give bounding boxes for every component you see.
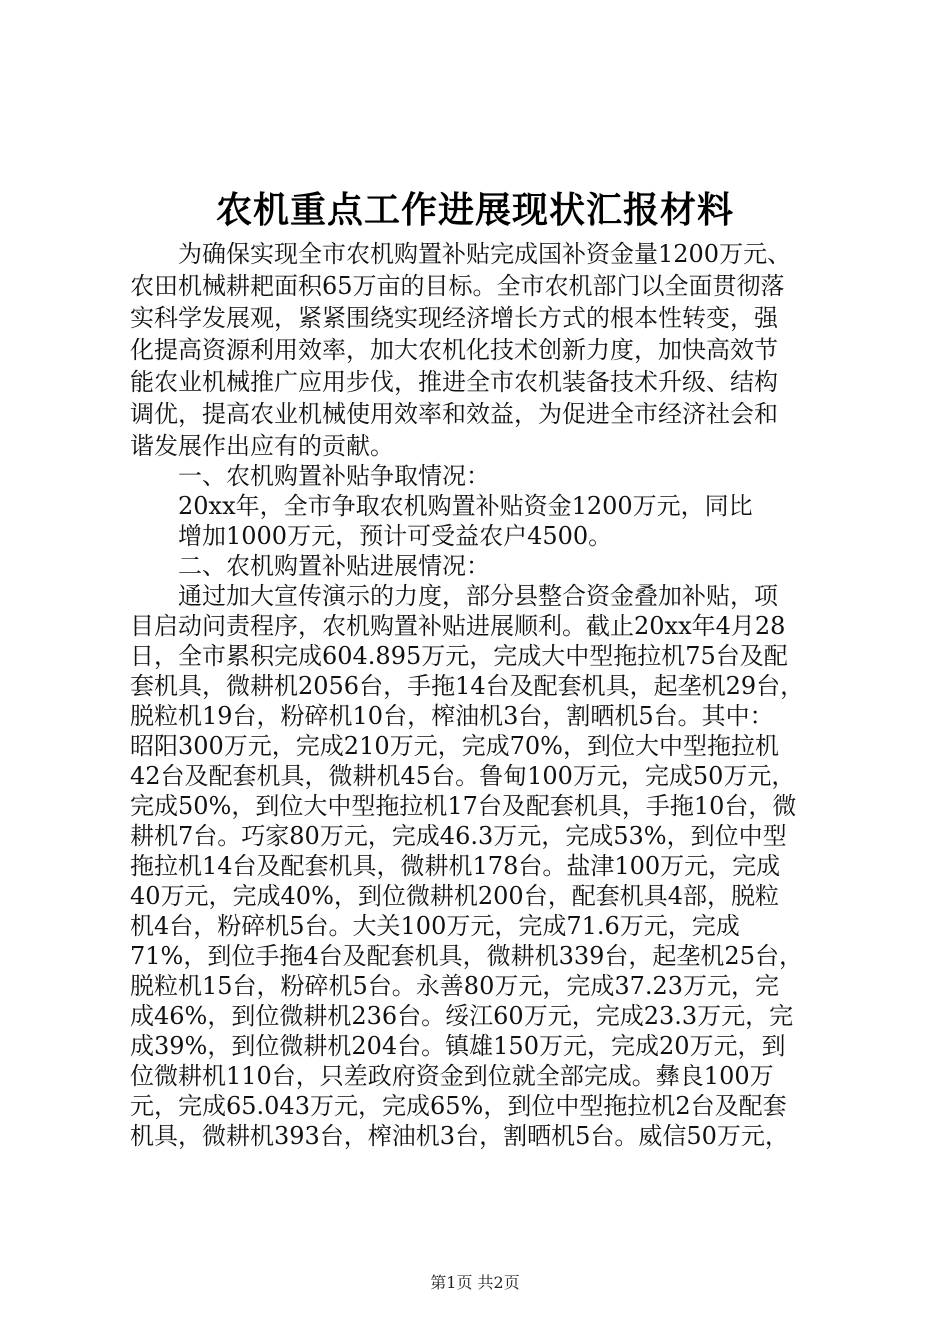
- body-line: 脱粒机19台，粉碎机10台，榨油机3台，割晒机5台。其中：: [130, 702, 774, 730]
- body-line: 成39%，到位微耕机204台。镇雄150万元，完成20万元，到: [130, 1032, 786, 1060]
- page-footer: 第1页 共2页: [430, 1273, 520, 1292]
- body-line: 拖拉机14台及配套机具，微耕机178台。盐津100万元，完成: [130, 852, 781, 880]
- body-line: 能农业机械推广应用步伐，推进全市农机装备技术升级、结构: [130, 368, 778, 396]
- section-heading-2: 二、农机购置补贴进展情况：: [130, 552, 490, 580]
- body-line: 目启动问责程序，农机购置补贴进展顺利。截止20xx年4月28: [130, 612, 786, 640]
- body-line: 机4台，粉碎机5台。大关100万元，完成71.6万元，完成: [130, 912, 740, 940]
- body-line: 化提高资源利用效率，加大农机化技术创新力度，加快高效节: [130, 336, 778, 364]
- body-line: 实科学发展观，紧紧围绕实现经济增长方式的根本性转变，强: [130, 304, 778, 332]
- body-line: 完成50%，到位大中型拖拉机17台及配套机具，手拖10台，微: [130, 792, 797, 820]
- body-line: 谐发展作出应有的贡献。: [130, 432, 394, 460]
- body-line: 日，全市累积完成604.895万元，完成大中型拖拉机75台及配: [130, 642, 788, 670]
- body-line: 位微耕机110台，只差政府资金到位就全部完成。彝良100万: [130, 1062, 774, 1090]
- body-line: 昭阳300万元，完成210万元，完成70%，到位大中型拖拉机: [130, 732, 779, 760]
- body-line: 40万元，完成40%，到位微耕机200台，配套机具4部，脱粒: [130, 882, 779, 910]
- body-line: 为确保实现全市农机购置补贴完成国补资金量1200万元、: [130, 240, 792, 268]
- section-heading-1: 一、农机购置补贴争取情况：: [130, 462, 490, 490]
- body-line: 71%，到位手拖4台及配套机具，微耕机339台，起垄机25台，: [130, 942, 803, 970]
- body-line: 通过加大宣传演示的力度，部分县整合资金叠加补贴，项: [130, 582, 778, 610]
- body-line: 42台及配套机具，微耕机45台。鲁甸100万元，完成50万元，: [130, 762, 796, 790]
- body-line: 耕机7台。巧家80万元，完成46.3万元，完成53%，到位中型: [130, 822, 787, 850]
- body-line: 套机具，微耕机2056台，手拖14台及配套机具，起垄机29台，: [130, 672, 805, 700]
- body-line: 20xx年，全市争取农机购置补贴资金1200万元，同比: [130, 492, 753, 520]
- body-line: 调优，提高农业机械使用效率和效益，为促进全市经济社会和: [130, 400, 778, 428]
- body-line: 元，完成65.043万元，完成65%，到位中型拖拉机2台及配套: [130, 1092, 787, 1120]
- body-line: 脱粒机15台，粉碎机5台。永善80万元，完成37.23万元，完: [130, 972, 780, 1000]
- document-title: 农机重点工作进展现状汇报材料: [215, 189, 734, 231]
- body-line: 增加1000万元，预计可受益农户4500。: [130, 522, 613, 550]
- body-line: 机具，微耕机393台，榨油机3台，割晒机5台。威信50万元，: [130, 1122, 789, 1150]
- body-line: 农田机械耕耙面积65万亩的目标。全市农机部门以全面贯彻落: [130, 272, 785, 300]
- body-line: 成46%，到位微耕机236台。绥江60万元，完成23.3万元，完: [130, 1002, 794, 1030]
